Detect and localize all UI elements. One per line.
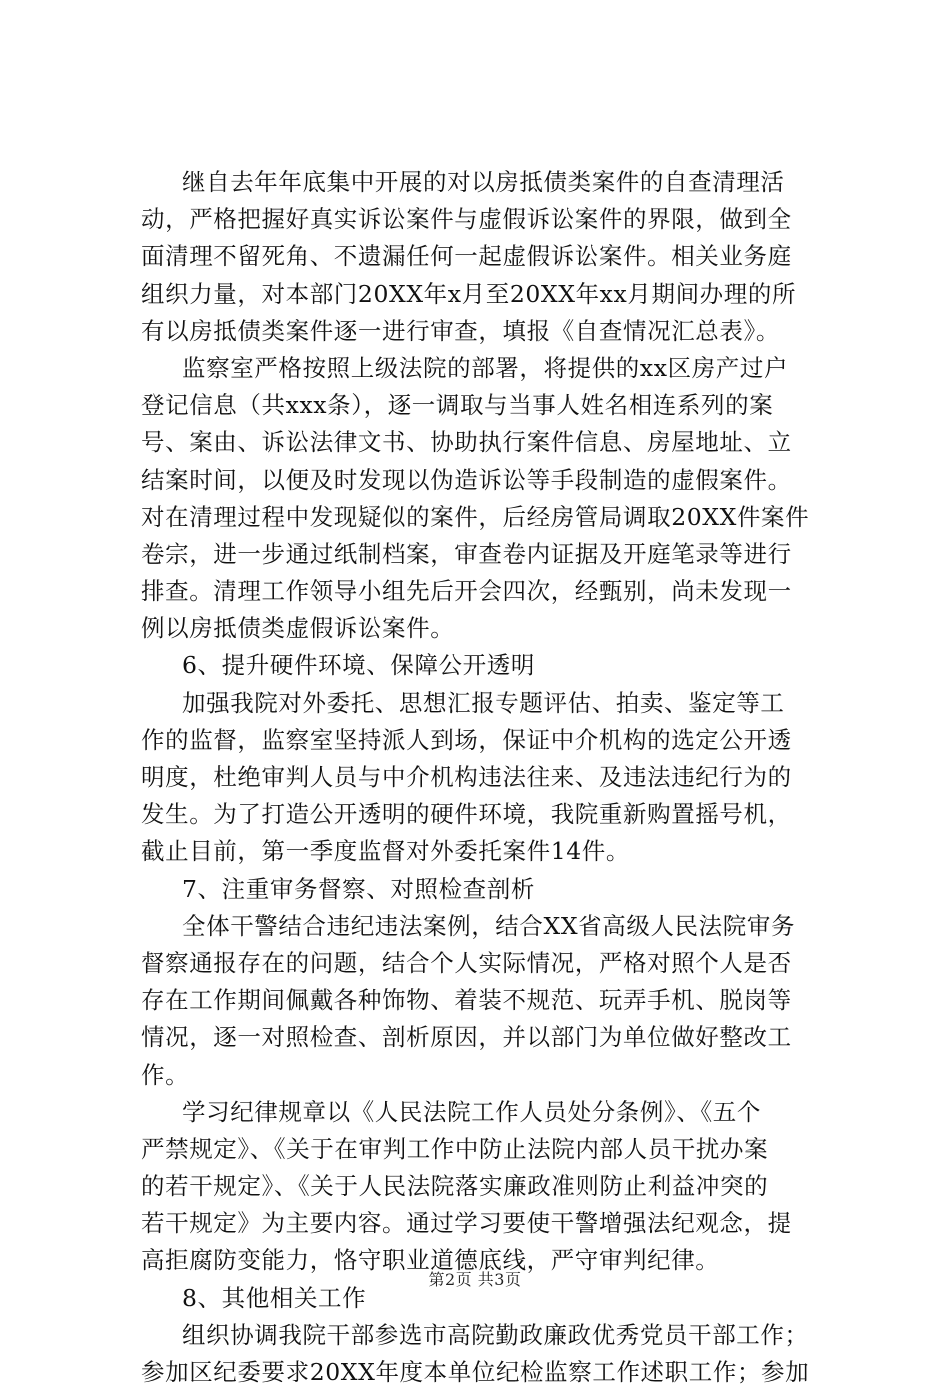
text-line: 高拒腐防变能力，恪守职业道德底线，严守审判纪律。 — [141, 1246, 720, 1275]
text-line: 号、案由、诉讼法律文书、协助执行案件信息、房屋地址、立 — [141, 428, 792, 457]
text-line: 结案时间，以便及时发现以伪造诉讼等手段制造的虚假案件。 — [141, 465, 792, 494]
section-heading-6 — [141, 647, 831, 684]
text-line: 加强我院对外委托、思想汇报专题评估、拍卖、鉴定等工 — [182, 688, 785, 717]
page-footer — [0, 1270, 950, 1290]
text-line: 全体干警结合违纪违法案例，结合XX省高级人民法院审务 — [182, 911, 796, 940]
text-line: 截止目前，第一季度监督对外委托案件14件。 — [141, 837, 631, 866]
text-line: 有以房抵债类案件逐一进行审查，填报《自查情况汇总表》。 — [141, 316, 780, 345]
heading-line: 7、注重审务督察、对照检查剖析 — [182, 874, 535, 903]
text-line: 卷宗，进一步通过纸制档案，审查卷内证据及开庭笔录等进行 — [141, 539, 792, 568]
paragraph-supervision-office — [141, 350, 831, 648]
text-line: 监察室严格按照上级法院的部署，将提供的xx区房产过户 — [182, 353, 789, 382]
text-line: 发生。为了打造公开透明的硬件环境，我院重新购置摇号机， — [141, 800, 792, 829]
page-number-label: 第2页 共3页 — [428, 1270, 522, 1289]
paragraph-other-work — [141, 1317, 831, 1391]
text-line: 明度，杜绝审判人员与中介机构违法往来、及违法违纪行为的 — [141, 763, 792, 791]
text-line: 继自去年年底集中开展的对以房抵债类案件的自查清理活 — [182, 168, 785, 196]
paragraph-self-check — [141, 164, 831, 350]
text-line: 作。 — [141, 1060, 190, 1089]
text-line: 登记信息（共xxx条），逐一调取与当事人姓名相连系列的案 — [141, 391, 774, 420]
text-line: 对在清理过程中发现疑似的案件，后经房管局调取20XX件案件 — [141, 502, 810, 531]
text-line: 排查。清理工作领导小组先后开会四次，经甄别，尚未发现一 — [141, 577, 792, 606]
text-line: 学习纪律规章以《人民法院工作人员处分条例》、《五个 — [182, 1097, 761, 1126]
heading-line: 8、其他相关工作 — [182, 1283, 367, 1312]
text-line: 组织力量，对本部门20XX年x月至20XX年xx月期间办理的所 — [141, 279, 797, 308]
heading-line: 6、提升硬件环境、保障公开透明 — [182, 651, 535, 680]
text-line: 动，严格把握好真实诉讼案件与虚假诉讼案件的界限，做到全 — [141, 205, 792, 234]
text-line: 存在工作期间佩戴各种饰物、着装不规范、玩弄手机、脱岗等 — [141, 986, 792, 1015]
text-line: 的若干规定》、《关于人民法院落实廉政准则防止利益冲突的 — [141, 1172, 769, 1201]
text-line: 督察通报存在的问题，结合个人实际情况，严格对照个人是否 — [141, 948, 792, 977]
text-line: 例以房抵债类虚假诉讼案件。 — [141, 614, 455, 643]
text-line: 参加区纪委要求20XX年度本单位纪检监察工作述职工作；参加 — [141, 1358, 810, 1386]
text-line: 严禁规定》、《关于在审判工作中防止法院内部人员干扰办案 — [141, 1134, 769, 1163]
paragraph-inspection — [141, 908, 831, 1094]
section-heading-7 — [141, 871, 831, 908]
text-line: 情况，逐一对照检查、剖析原因，并以部门为单位做好整改工 — [141, 1023, 792, 1052]
text-line: 组织协调我院干部参选市高院勤政廉政优秀党员干部工作； — [182, 1320, 809, 1349]
paragraph-discipline-study — [141, 1094, 831, 1280]
text-line: 若干规定》为主要内容。通过学习要使干警增强法纪观念，提 — [141, 1209, 792, 1238]
text-line: 面清理不留死角、不遗漏任何一起虚假诉讼案件。相关业务庭 — [141, 242, 792, 271]
paragraph-hardware-environment — [141, 685, 831, 871]
text-line: 作的监督，监察室坚持派人到场，保证中介机构的选定公开透 — [141, 725, 792, 754]
document-body — [141, 164, 831, 1391]
